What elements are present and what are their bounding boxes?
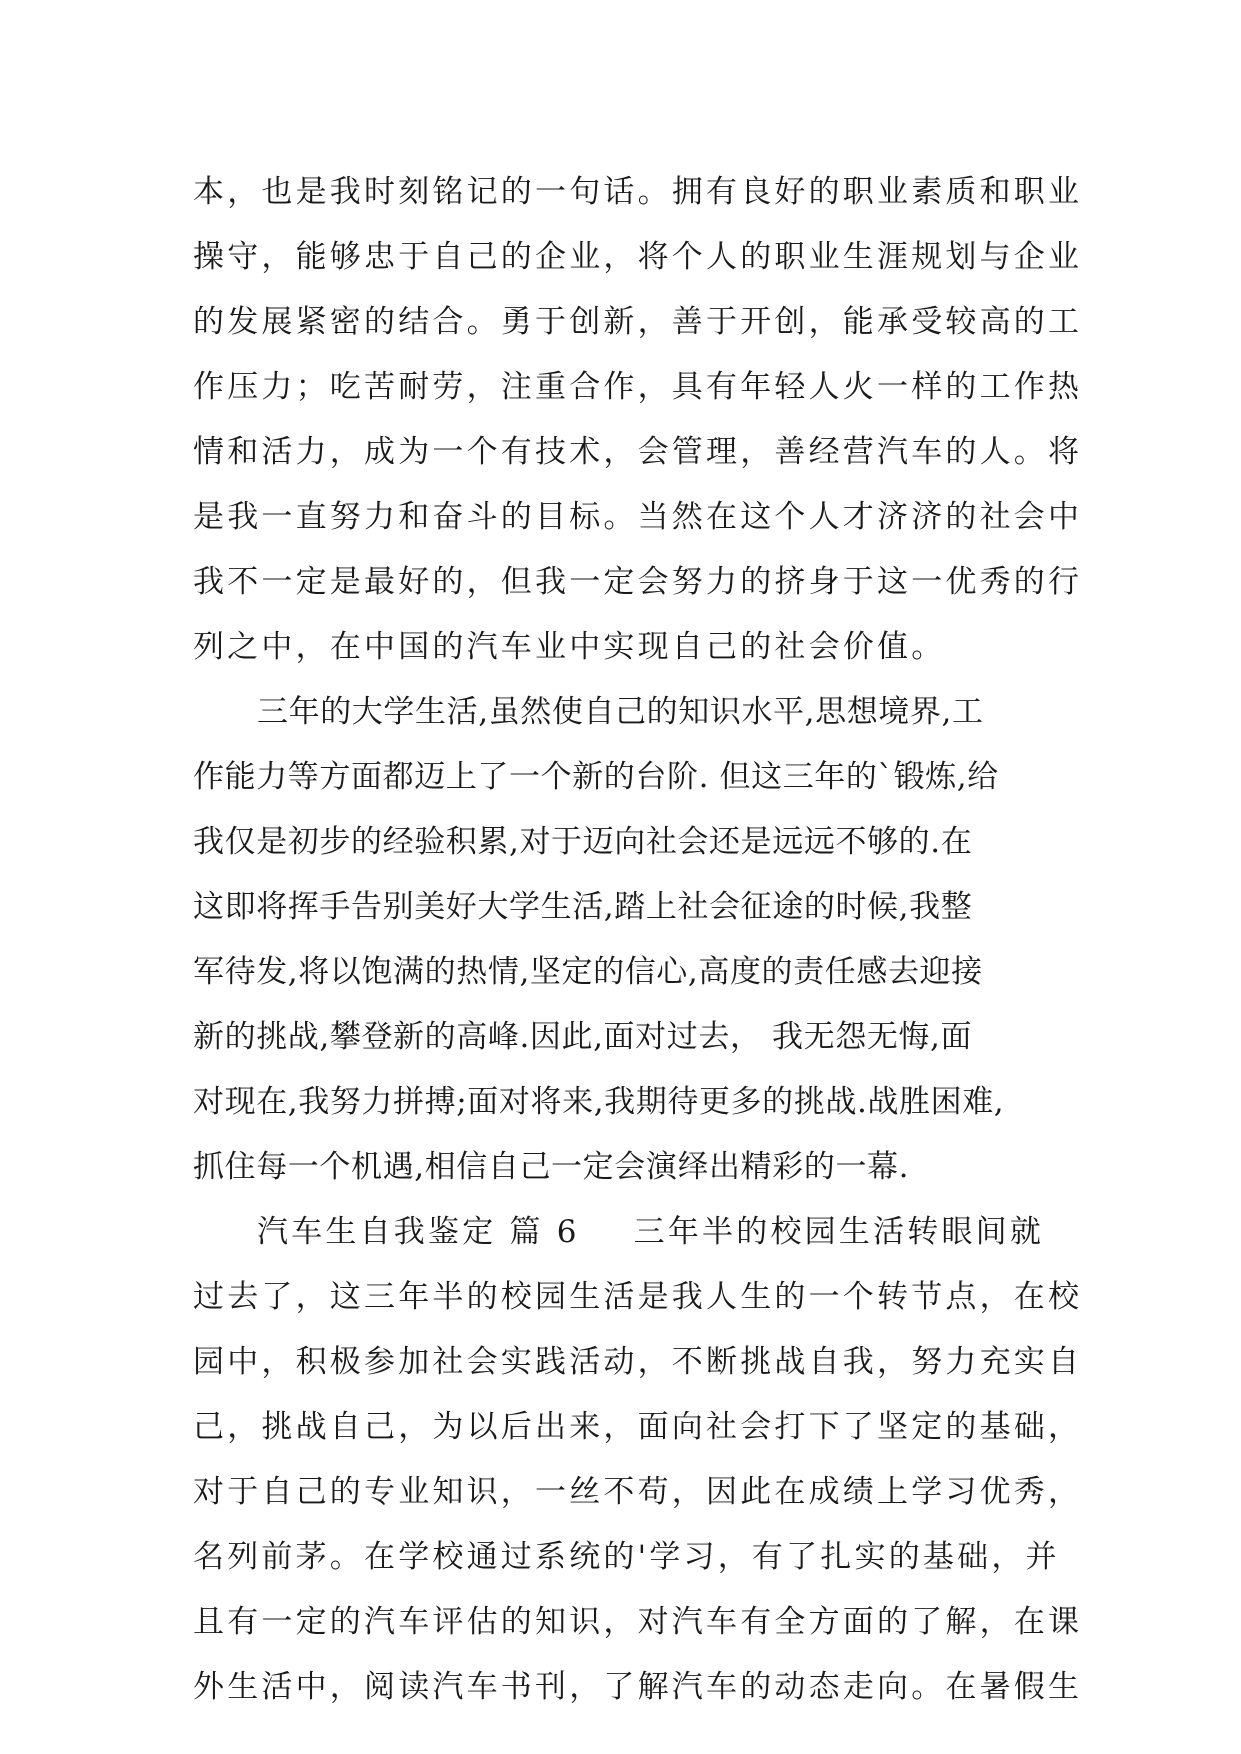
paragraph-3 <box>193 1200 1083 1720</box>
text-line: 且有一定的汽车评估的知识，对汽车有全方面的了解，在课 <box>193 1604 1083 1640</box>
text-fragment: 三年半的校园生活转眼间就 <box>633 1214 1045 1250</box>
text-line: 我不一定是最好的，但我一定会努力的挤身于这一优秀的行 <box>193 564 1083 600</box>
text-line: 是我一直努力和奋斗的目标。当然在这个人才济济的社会中 <box>193 499 1083 535</box>
paragraph-1 <box>193 160 1083 680</box>
text-line: 操守，能够忠于自己的企业，将个人的职业生涯规划与企业 <box>193 239 1083 275</box>
text-line: 名列前茅。在学校通过系统的'学习，有了扎实的基础，并 <box>193 1539 1060 1575</box>
text-line: 抓住每一个机遇,相信自己一定会演绎出精彩的一幕. <box>193 1149 910 1185</box>
text-line: 作能力等方面都迈上了一个新的台阶. 但这三年的`锻炼,给 <box>193 759 999 795</box>
text-line: 这即将挥手告别美好大学生活,踏上社会征途的时候,我整 <box>193 889 973 925</box>
text-line: 新的挑战,攀登新的高峰.因此,面对过去， 我无怨无悔,面 <box>193 1019 973 1055</box>
text-line: 园中，积极参加社会实践活动，不断挑战自我，努力充实自 <box>193 1344 1083 1380</box>
text-line: 作压力；吃苦耐劳，注重合作，具有年轻人火一样的工作热 <box>193 369 1083 405</box>
text-line: 的发展紧密的结合。勇于创新，善于开创，能承受较高的工 <box>193 304 1083 340</box>
text-line: 外生活中，阅读汽车书刊，了解汽车的动态走向。在暑假生 <box>193 1669 1083 1705</box>
text-line: 过去了，这三年半的校园生活是我人生的一个转节点，在校 <box>193 1279 1083 1315</box>
text-line: 三年的大学生活,虽然使自己的知识水平,思想境界,工 <box>257 694 984 730</box>
text-line: 对于自己的专业知识，一丝不苟，因此在成绩上学习优秀， <box>193 1474 1083 1510</box>
section-heading: 汽车生自我鉴定 篇 6 <box>257 1214 580 1250</box>
text-line: 对现在,我努力拼搏;面对将来,我期待更多的挑战.战胜困难, <box>193 1084 1005 1120</box>
paragraph-2 <box>193 680 1053 1200</box>
section-heading-line <box>193 1200 1053 1265</box>
text-line: 军待发,将以饱满的热情,坚定的信心,高度的责任感去迎接 <box>193 954 983 990</box>
text-line: 本，也是我时刻铭记的一句话。拥有良好的职业素质和职业 <box>193 174 1083 210</box>
document-page <box>193 160 1083 1720</box>
text-line: 情和活力，成为一个有技术，会管理，善经营汽车的人。将 <box>193 434 1083 470</box>
text-line: 己，挑战自己，为以后出来，面向社会打下了坚定的基础， <box>193 1409 1083 1445</box>
text-line: 我仅是初步的经验积累,对于迈向社会还是远远不够的.在 <box>193 824 973 860</box>
text-line: 列之中，在中国的汽车业中实现自己的社会价值。 <box>193 629 946 665</box>
